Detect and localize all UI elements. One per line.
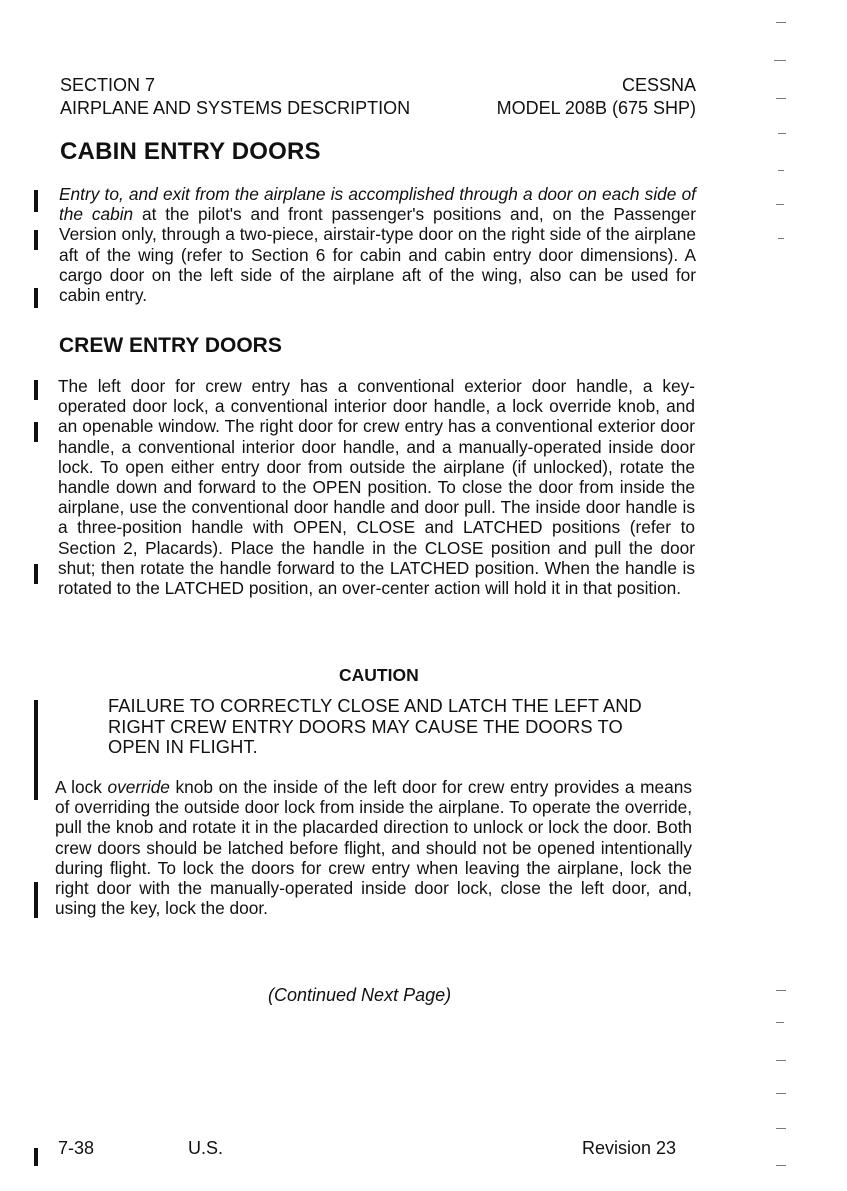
scan-mark: [776, 1060, 786, 1061]
region-label: U.S.: [188, 1138, 224, 1158]
continued-note: (Continued Next Page): [268, 985, 452, 1005]
change-bar: [34, 230, 38, 250]
scan-mark: [778, 170, 784, 171]
scan-mark: [776, 1165, 786, 1166]
change-bar: [34, 190, 38, 212]
section-label: SECTION 7: [60, 75, 156, 95]
override-italic: override: [107, 777, 170, 797]
caution-text: FAILURE TO CORRECTLY CLOSE AND LATCH THE LEFT AND RIGHT CREW ENTRY DOORS MAY CAUSE THE DOORS TO OPEN IN FLIGHT.: [108, 695, 642, 757]
scan-mark: [778, 238, 784, 239]
change-bar: [34, 700, 38, 800]
scan-mark: [774, 60, 786, 61]
scan-mark: [776, 98, 786, 99]
model-label: MODEL 208B (675 SHP): [496, 98, 696, 118]
scan-mark: [776, 1128, 786, 1129]
chapter-subtitle: AIRPLANE AND SYSTEMS DESCRIPTION: [60, 98, 411, 118]
scan-mark: [776, 22, 786, 23]
change-bar: [34, 882, 38, 918]
page-title: CABIN ENTRY DOORS: [60, 138, 321, 165]
manufacturer-label: CESSNA: [621, 75, 696, 95]
page-number: 7-38: [58, 1138, 95, 1158]
change-bar: [34, 288, 38, 308]
scan-mark: [776, 1093, 786, 1094]
change-bar: [34, 1148, 38, 1166]
section-heading: CREW ENTRY DOORS: [59, 334, 282, 357]
change-bar: [34, 422, 38, 442]
scan-mark: [778, 133, 786, 134]
revision-label: Revision 23: [582, 1138, 677, 1158]
intro-paragraph: [59, 184, 696, 305]
override-lead: A lock: [55, 777, 108, 797]
intro-italic-lead: Entry to, and exit from the airplane is accomplished through a door on each side of the cabin: [59, 184, 696, 225]
intro-rest: at the pilot's and front passenger's positions and, on the Passenger Version only, through a two-piece, airstair-type door on the right side of the airplane aft of the wing (refer to Section 6 for cabin and cabin entry door dimensions). A cargo door on the left side of the airplane aft of the wing, also can be used for cabin entry.: [59, 204, 696, 306]
scan-mark: [776, 204, 784, 205]
override-paragraph: [55, 777, 692, 918]
change-bar: [34, 564, 38, 584]
crew-doors-paragraph: The left door for crew entry has a conventional exterior door handle, a key-operated door lock, a conventional interior door handle, a lock override knob, and an openable window. The right door for crew entry has a conventional exterior door handle, a conventional interior door handle, and a manually-operated inside door lock. To open either entry door from outside the airplane (if unlocked), rotate the handle down and forward to the OPEN position. To close the door from inside the airplane, use the conventional door handle and door pull. The inside door handle is a three-position handle with OPEN, CLOSE and LATCHED positions (refer to Section 2, Placards). Place the handle in the CLOSE position and pull the door shut; then rotate the handle forward to the LATCHED position. When the handle is rotated to the LATCHED position, an over-center action will hold it in that position.: [58, 376, 695, 599]
change-bar: [34, 380, 38, 400]
override-rest: knob on the inside of the left door for crew entry provides a means of overriding the outside door lock from inside the airplane. To operate the override, pull the knob and rotate it in the placarded direction to unlock or lock the door. Both crew doors should be latched before flight, and should not be opened intentionally during flight. To lock the doors for crew entry when leaving the airplane, lock the right door with the manually-operated inside door lock, close the left door, and, using the key, lock the door.: [55, 777, 692, 919]
caution-label: CAUTION: [339, 665, 419, 685]
scan-mark: [776, 1022, 784, 1023]
scan-mark: [776, 990, 786, 991]
